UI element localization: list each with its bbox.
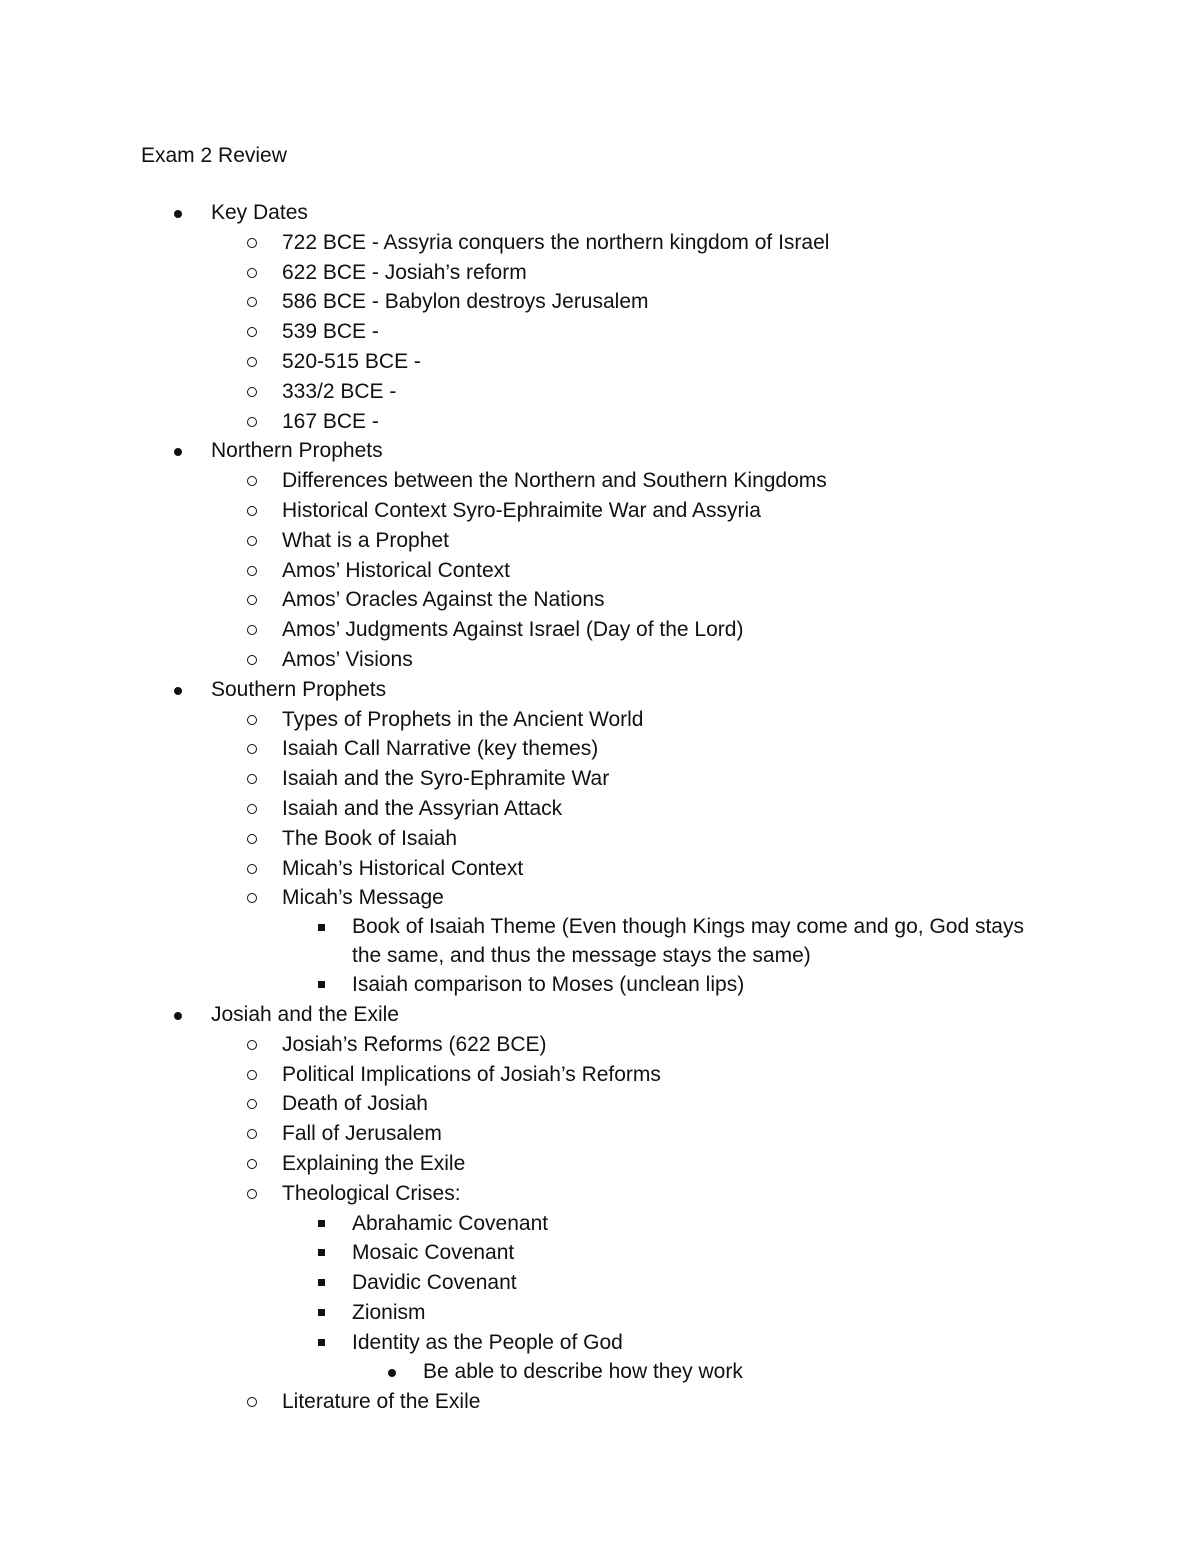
list-item: 539 BCE - <box>0 317 1200 347</box>
list-item: Political Implications of Josiah’s Reforms <box>0 1060 1200 1090</box>
list-item: Amos’ Historical Context <box>0 556 1200 586</box>
section-heading-northern-prophets: Northern Prophets <box>0 436 1200 466</box>
list-subsubitem: Be able to describe how they work <box>0 1357 1200 1387</box>
list-item: Isaiah and the Syro-Ephramite War <box>0 764 1200 794</box>
section-heading-southern-prophets: Southern Prophets <box>0 675 1200 705</box>
list-item: Micah’s Message <box>0 883 1200 913</box>
list-subitem: Mosaic Covenant <box>0 1238 1200 1268</box>
list-item: Josiah’s Reforms (622 BCE) <box>0 1030 1200 1060</box>
list-item: Amos’ Judgments Against Israel (Day of the Lord) <box>0 615 1200 645</box>
list-item: Explaining the Exile <box>0 1149 1200 1179</box>
list-item: Death of Josiah <box>0 1089 1200 1119</box>
list-item: Theological Crises: <box>0 1179 1200 1209</box>
list-item: Literature of the Exile <box>0 1387 1200 1417</box>
outline-list <box>0 198 1200 1417</box>
list-subitem: Isaiah comparison to Moses (unclean lips) <box>0 970 1200 1000</box>
list-item: Isaiah Call Narrative (key themes) <box>0 734 1200 764</box>
list-item: Differences between the Northern and Southern Kingdoms <box>0 466 1200 496</box>
list-subitem-continuation: the same, and thus the message stays the same) <box>352 943 811 967</box>
list-item: The Book of Isaiah <box>0 824 1200 854</box>
list-item: What is a Prophet <box>0 526 1200 556</box>
list-item: Amos’ Oracles Against the Nations <box>0 585 1200 615</box>
list-item: Historical Context Syro-Ephraimite War and Assyria <box>0 496 1200 526</box>
list-subitem: Book of Isaiah Theme (Even though Kings may come and go, God stays <box>0 913 1200 942</box>
document-title: Exam 2 Review <box>141 144 287 167</box>
list-item: 622 BCE - Josiah’s reform <box>0 258 1200 288</box>
list-item: Amos’ Visions <box>0 645 1200 675</box>
section-heading-josiah-and-the-exile: Josiah and the Exile <box>0 1000 1200 1030</box>
list-subitem: Abrahamic Covenant <box>0 1209 1200 1239</box>
list-item: 167 BCE - <box>0 407 1200 437</box>
list-subitem: Zionism <box>0 1298 1200 1328</box>
section-heading-key-dates: Key Dates <box>0 198 1200 228</box>
list-item: Isaiah and the Assyrian Attack <box>0 794 1200 824</box>
list-item: Fall of Jerusalem <box>0 1119 1200 1149</box>
list-item: 722 BCE - Assyria conquers the northern kingdom of Israel <box>0 228 1200 258</box>
list-item: 586 BCE - Babylon destroys Jerusalem <box>0 287 1200 317</box>
list-subitem: Identity as the People of God <box>0 1328 1200 1358</box>
list-subitem: Davidic Covenant <box>0 1268 1200 1298</box>
list-item: Micah’s Historical Context <box>0 854 1200 884</box>
list-item: 333/2 BCE - <box>0 377 1200 407</box>
list-item: 520-515 BCE - <box>0 347 1200 377</box>
list-item: Types of Prophets in the Ancient World <box>0 705 1200 735</box>
